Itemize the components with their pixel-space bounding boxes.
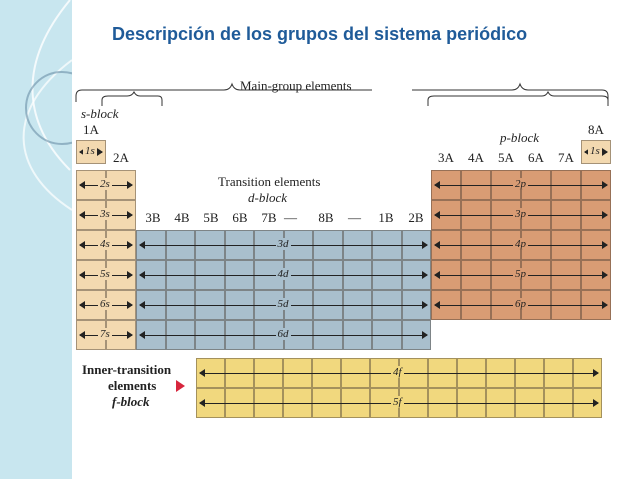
inner-transition-line-1: Inner-transition bbox=[82, 362, 172, 377]
group-label-5b: 5B bbox=[203, 210, 219, 225]
decorative-curves bbox=[0, 0, 72, 479]
group-label-1a: 1A bbox=[83, 122, 99, 137]
slide-title: Descripción de los grupos del sistema periódico bbox=[112, 24, 528, 44]
orbital-label: 6s bbox=[100, 298, 110, 310]
orbital-label: 6d bbox=[277, 328, 289, 340]
group-label-5a: 5A bbox=[498, 150, 514, 165]
periodic-table-figure bbox=[72, 72, 626, 442]
orbital-label: 4s bbox=[100, 238, 110, 250]
group-label-1b: 1B bbox=[378, 210, 394, 225]
decorative-side-strip bbox=[0, 0, 72, 479]
orbital-label: 6p bbox=[515, 298, 526, 310]
group-label-8a: 8A bbox=[588, 122, 604, 137]
orbital-label: 7s bbox=[100, 328, 110, 340]
group-label-7a: 7A bbox=[558, 150, 574, 165]
h-1s-label: 1s bbox=[85, 145, 95, 157]
inner-transition-line-3: f-block bbox=[112, 394, 150, 409]
orbital-label: 3p bbox=[515, 208, 526, 220]
orbital-label: 5s bbox=[100, 268, 110, 280]
group-label-6a: 6A bbox=[528, 150, 544, 165]
group-label-7b: 7B bbox=[261, 210, 277, 225]
orbital-label: 4f bbox=[393, 366, 402, 378]
orbital-label: 5d bbox=[277, 298, 289, 310]
group-label-6b: 6B bbox=[232, 210, 248, 225]
d-block-label: d-block bbox=[248, 190, 287, 205]
p-block-label: p-block bbox=[500, 130, 539, 145]
main-group-label: Main-group elements bbox=[240, 78, 352, 93]
group-8b-bracket-left: — bbox=[284, 210, 297, 225]
orbital-label: 2p bbox=[515, 178, 526, 190]
orbital-label: 5f bbox=[393, 396, 402, 408]
group-label-2b: 2B bbox=[408, 210, 424, 225]
group-label-4a: 4A bbox=[468, 150, 484, 165]
s-block-label: s-block bbox=[81, 106, 119, 121]
group-label-3b: 3B bbox=[145, 210, 161, 225]
orbital-label: 4d bbox=[277, 268, 289, 280]
he-1s-label: 1s bbox=[590, 145, 600, 157]
group-label-4b: 4B bbox=[174, 210, 190, 225]
orbital-label: 2s bbox=[100, 178, 110, 190]
orbital-label: 5p bbox=[515, 268, 526, 280]
orbital-label: 3s bbox=[100, 208, 110, 220]
inner-transition-line-2: elements bbox=[108, 378, 157, 393]
group-label-3a: 3A bbox=[438, 150, 454, 165]
pointer-arrow-icon bbox=[176, 380, 185, 392]
group-8b-bracket-right: — bbox=[348, 210, 361, 225]
transition-elements-label: Transition elements bbox=[218, 174, 321, 189]
orbital-label: 3d bbox=[277, 238, 289, 250]
group-label-2a: 2A bbox=[113, 150, 129, 165]
group-label-8b: 8B bbox=[318, 210, 334, 225]
orbital-label: 4p bbox=[515, 238, 526, 250]
